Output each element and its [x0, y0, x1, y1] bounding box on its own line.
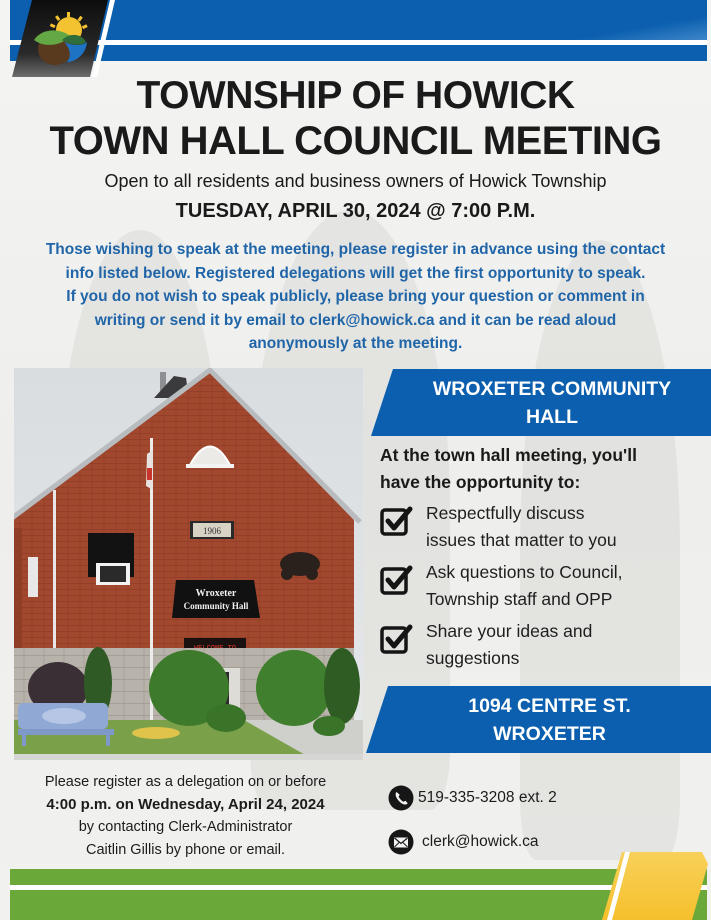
register-line: Caitlin Gillis by phone or email.	[85, 841, 286, 858]
venue-name	[393, 375, 711, 431]
community-hall-photo	[14, 368, 363, 760]
envelope-icon	[388, 829, 414, 855]
address-text	[388, 692, 711, 748]
notice-line: If you do not wish to speak publicly, please bring your question or comment in	[66, 288, 645, 305]
yellow-accent-shape	[600, 852, 711, 920]
registration-info	[14, 771, 357, 861]
venue-name-line: HALL	[526, 406, 578, 428]
phone-number[interactable]: 519-335-3208 ext. 2	[418, 789, 557, 806]
title-meeting: TOWN HALL COUNCIL MEETING	[49, 119, 662, 163]
howick-township-logo-icon	[12, 0, 120, 77]
notice-line: writing or send it by email to clerk@howick.ca and it can be read aloud	[94, 311, 617, 329]
address-line: 1094 CENTRE ST.	[468, 695, 631, 717]
notice-line: anonymously at the meeting.	[248, 335, 463, 352]
phone-icon	[388, 785, 414, 811]
checkbox-checked-icon	[380, 505, 413, 537]
svg-text:Community Hall: Community Hall	[183, 601, 249, 611]
register-line: Please register as a delegation on or before	[44, 774, 327, 790]
phone-contact[interactable]	[388, 785, 557, 811]
intro-line: At the town hall meeting, you'll	[380, 445, 637, 465]
checklist-text: Respectfully discuss	[426, 503, 585, 523]
checklist-item	[380, 500, 710, 557]
speaking-notice	[10, 238, 701, 356]
checklist-text: Township staff and OPP	[426, 589, 613, 609]
notice-line: Those wishing to speak at the meeting, please register in advance using the contact	[45, 241, 666, 258]
venue-name-line: WROXETER COMMUNITY	[432, 378, 672, 400]
register-line: by contacting Clerk-Administrator	[78, 819, 293, 835]
address-banner	[366, 686, 711, 753]
checklist-item	[380, 559, 710, 616]
notice-line: info listed below. Registered delegations will get the first opportunity to speak.	[65, 264, 646, 282]
title-township: TOWNSHIP OF HOWICK	[136, 74, 575, 117]
checklist-text: issues that matter to you	[426, 530, 617, 550]
checklist-text: suggestions	[426, 648, 520, 668]
date-stone-text: 1906	[203, 526, 221, 536]
email-address[interactable]: clerk@howick.ca	[422, 833, 539, 850]
venue-banner	[371, 369, 711, 436]
checkbox-checked-icon	[380, 564, 413, 596]
checklist-text: Share your ideas and	[426, 621, 593, 641]
checkbox-checked-icon	[380, 623, 413, 655]
intro-line: have the opportunity to:	[380, 472, 581, 492]
svg-text:Wroxeter: Wroxeter	[195, 588, 237, 599]
checklist-text: Ask questions to Council,	[426, 562, 623, 582]
register-deadline: 4:00 p.m. on Wednesday, April 24, 2024	[46, 795, 325, 813]
opportunity-intro	[380, 442, 710, 496]
subtitle-audience: Open to all residents and business owners of Howick Township	[104, 171, 607, 191]
address-line: WROXETER	[493, 723, 606, 745]
email-contact[interactable]	[388, 829, 539, 855]
opportunity-checklist	[380, 500, 710, 677]
checklist-item	[380, 618, 710, 675]
meeting-datetime: TUESDAY, APRIL 30, 2024 @ 7:00 P.M.	[175, 200, 536, 222]
